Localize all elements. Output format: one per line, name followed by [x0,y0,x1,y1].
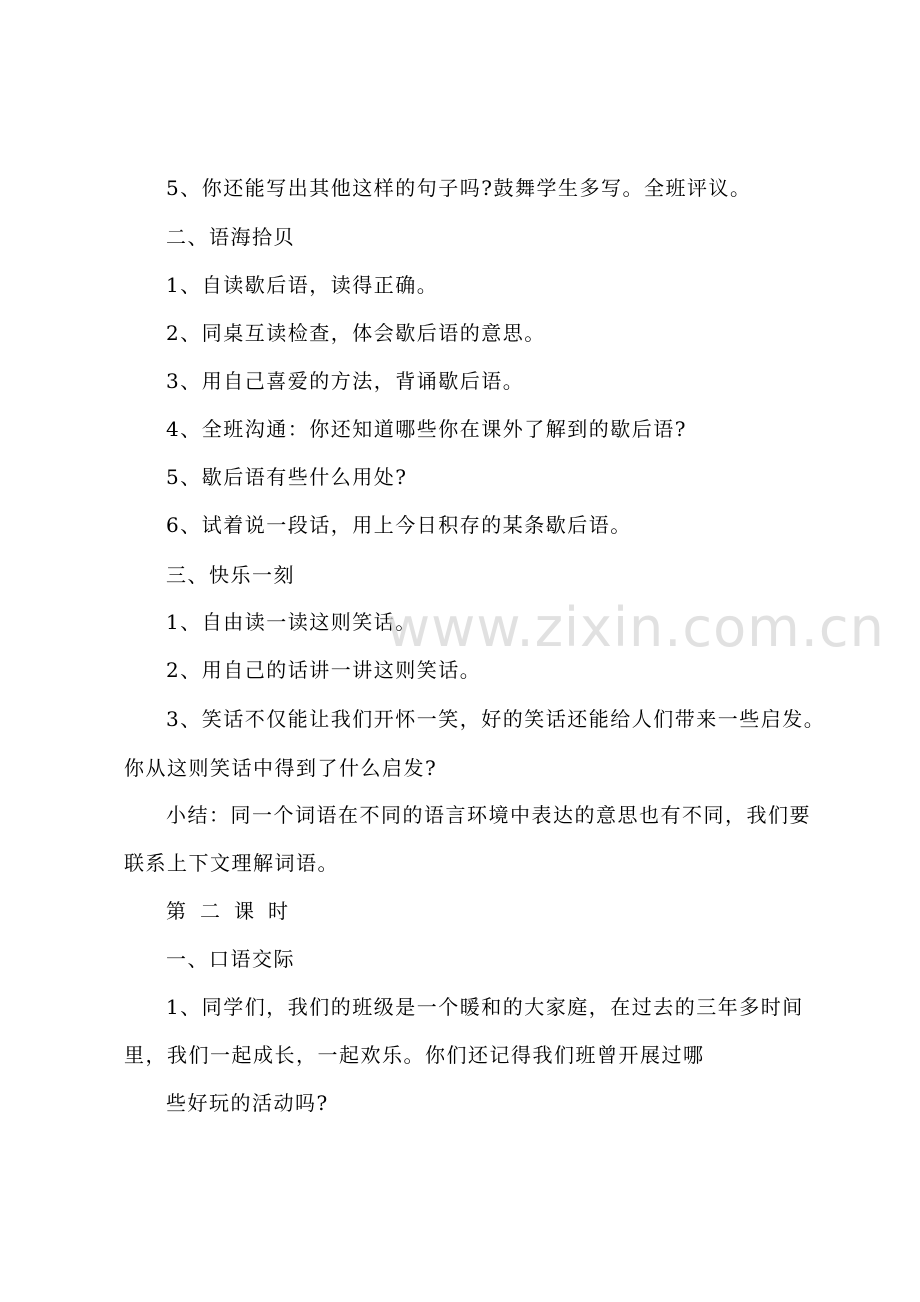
paragraph-line: 2、用自己的话讲一讲这则笑话。 [166,658,482,682]
section-heading: 一、口语交际 [166,947,295,971]
summary-line: 联系上下文理解词语。 [124,851,339,875]
section-heading: 二、语海拾贝 [166,225,295,249]
paragraph-line: 1、同学们，我们的班级是一个暖和的大家庭，在过去的三年多时间 [166,995,804,1019]
lesson-heading: 第二课时 [166,899,302,923]
paragraph-line: 3、用自己喜爱的方法，背诵歇后语。 [166,369,525,393]
summary-line: 小结：同一个词语在不同的语言环境中表达的意思也有不同，我们要 [166,803,811,827]
paragraph-line: 1、自读歇后语，读得正确。 [166,273,439,297]
watermark: www.zixin.com.cn [386,596,885,659]
paragraph-line: 1、自由读一读这则笑话。 [166,610,417,634]
paragraph-line: 3、笑话不仅能让我们开怀一笑，好的笑话还能给人们带来一些启发。 [166,707,826,731]
section-heading: 三、快乐一刻 [166,563,295,587]
paragraph-line: 5、你还能写出其他这样的句子吗?鼓舞学生多写。全班评议。 [166,176,752,200]
paragraph-line: 4、全班沟通：你还知道哪些你在课外了解到的歇后语? [166,417,687,441]
paragraph-line: 2、同桌互读检查，体会歇后语的意思。 [166,321,546,345]
paragraph-line: 6、试着说一段话，用上今日积存的某条歇后语。 [166,513,632,537]
paragraph-line: 里，我们一起成长，一起欢乐。你们还记得我们班曾开展过哪 [124,1043,705,1067]
paragraph-line: 5、歇后语有些什么用处? [166,465,408,489]
paragraph-line: 你从这则笑话中得到了什么启发? [124,756,438,780]
paragraph-line: 些好玩的活动吗? [166,1091,329,1115]
